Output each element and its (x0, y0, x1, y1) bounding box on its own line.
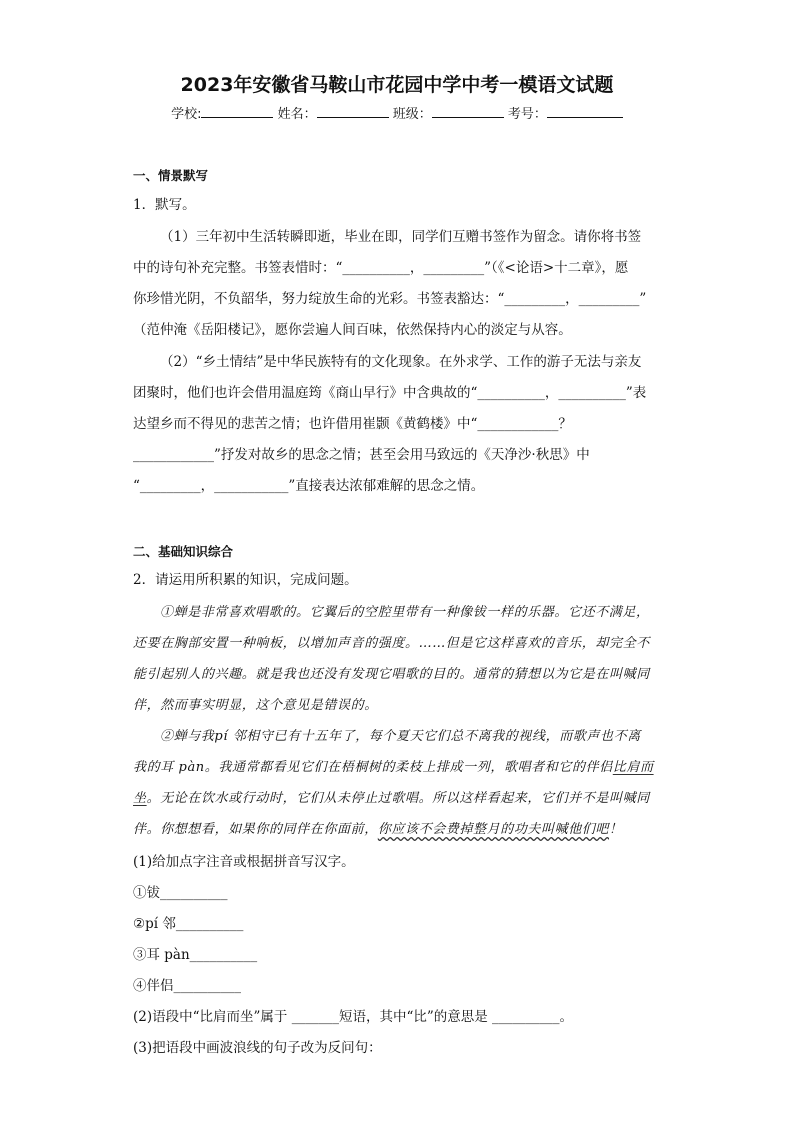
question-2: 2．请运用所积累的知识，完成问题。 (133, 572, 358, 588)
sub-item-1: ①钹__________ (133, 885, 228, 901)
section-heading-2: 二、基础知识综合 (133, 544, 234, 559)
sub-item-2: ②pí 邻__________ (133, 916, 244, 932)
sub-item-4: ④伴侣__________ (133, 978, 241, 994)
section-heading-1: 一、情景默写 (133, 168, 209, 183)
passage-para1-line1: ①蝉是非常喜欢唱歌的。它翼后的空腔里带有一种像钹一样的乐器。它还不满足， (160, 605, 650, 620)
question-1: 1．默写。 (133, 197, 196, 213)
q1-part2-line3: 达望乡而不得见的悲苦之情；也许借用崔颢《黄鹤楼》中“____________？ (133, 416, 572, 432)
passage-para1-line2: 还要在胸部安置一种响板，以增加声音的强度。……但是它这样喜欢的音乐，却完全不 (133, 636, 650, 651)
para2-line3-text: 。无论在饮水或行动时，它们从未停止过歌唱。所以这样看起来，它们并不是叫喊同 (146, 791, 650, 806)
wavy-underlined-sentence: 你应该不会费掉整月的功夫叫喊他们吧 (377, 822, 610, 837)
student-info-line (0, 103, 794, 122)
passage-para1-line3: 能引起别人的兴趣。就是我也还没有发现它唱歌的目的。通常的猜想以为它是在叫喊同 (133, 667, 650, 682)
passage-para2-line3 (133, 787, 650, 806)
sub-question-2: (2)语段中“比肩而坐”属于 _______短语，其中“比”的意思是 __________。 (133, 1009, 574, 1025)
q1-part2-line2: 团聚时，他们也许会借用温庭筠《商山早行》中含典故的“__________，__________”表 (133, 385, 647, 401)
q1-part1-line2: 中的诗句补充完整。书签表惜时：“__________，_________”（《<论语>十二章》，愿 (133, 260, 629, 276)
sub-question-1: (1)给加点字注音或根据拼音写汉字。 (133, 854, 355, 870)
passage-para2-line1: ②蝉与我pí 邻相守已有十五年了，每个夏天它们总不离我的视线，而歌声也不离 (160, 729, 641, 744)
name-field[interactable] (317, 103, 389, 118)
q1-part1-line3: 你珍惜光阴，不负韶华，努力绽放生命的光彩。书签表豁达：“_________，_________” (133, 291, 647, 307)
q1-part2-line4: ____________”抒发对故乡的思念之情；甚至会用马致远的《天净沙·秋思》中 (133, 447, 590, 463)
q1-part2-line5: “_________，___________”直接表达浓郁难解的思念之情。 (133, 478, 485, 494)
para2-line4-text: 伴。你想想看，如果你的同伴在你面前， (133, 822, 378, 837)
para2-line4-end: ！ (609, 822, 623, 837)
para2-line2-text: 我的耳 pàn。我通常都看见它们在梧桐树的柔枝上排成一列，歌唱者和它的伴侣 (133, 760, 613, 775)
exam-number-label: 考号： (507, 107, 547, 122)
exam-number-field[interactable] (547, 103, 623, 118)
passage-para1-line4: 伴，然而事实明显，这个意见是错误的。 (133, 698, 378, 713)
name-label: 姓名： (277, 107, 317, 122)
class-field[interactable] (432, 103, 504, 118)
underlined-phrase-end: 坐 (133, 791, 147, 806)
sub-question-3: (3)把语段中画波浪线的句子改为反问句： (133, 1040, 382, 1056)
q1-part2-line1: （2）“乡土情结”是中华民族特有的文化现象。在外求学、工作的游子无法与亲友 (160, 354, 642, 370)
passage-para2-line2 (133, 756, 654, 775)
class-label: 班级： (392, 107, 432, 122)
school-label: 学校: (171, 107, 202, 122)
q1-part1-line1: （1）三年初中生活转瞬即逝，毕业在即，同学们互赠书签作为留念。请你将书签 (160, 229, 642, 245)
underlined-phrase: 比肩而 (612, 760, 654, 775)
school-field[interactable] (201, 103, 273, 118)
passage-para2-line4 (133, 818, 623, 837)
exam-title: 2023年安徽省马鞍山市花园中学中考一模语文试题 (180, 74, 614, 96)
q1-part1-line4: （范仲淹《岳阳楼记》，愿你尝遍人间百味，依然保持内心的淡定与从容。 (133, 322, 572, 338)
sub-item-3: ③耳 pàn__________ (133, 947, 258, 963)
